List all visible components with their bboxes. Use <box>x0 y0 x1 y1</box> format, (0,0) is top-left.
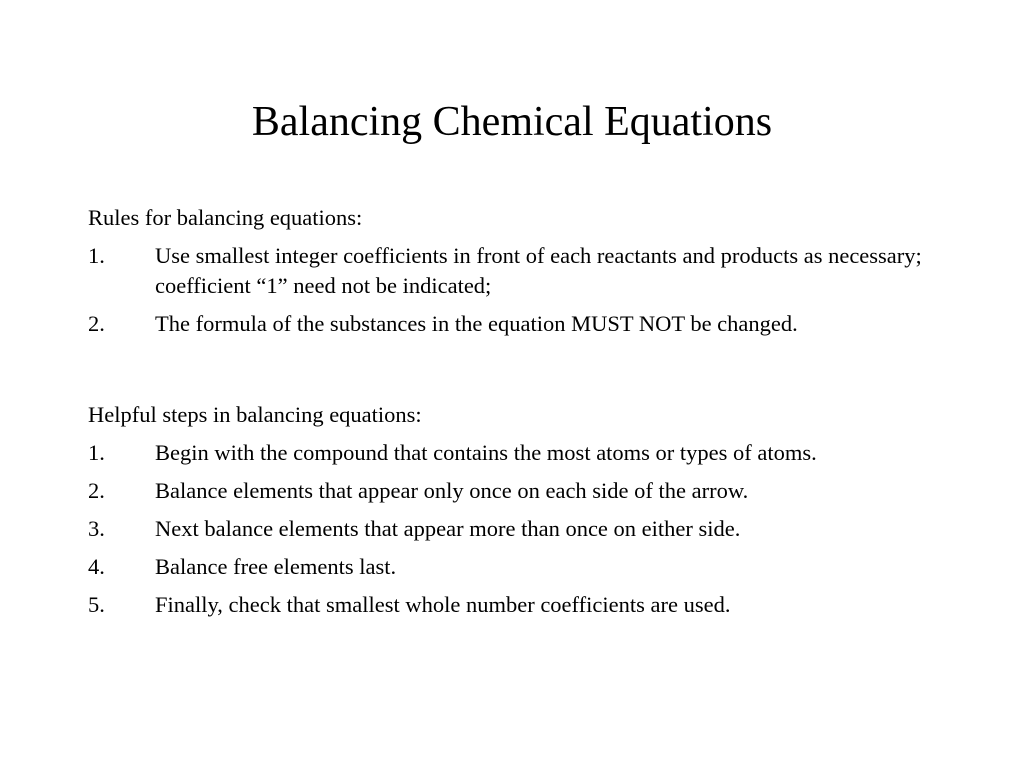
rule-item-2 <box>88 309 928 339</box>
step-number: 4. <box>88 554 105 579</box>
rule-text: The formula of the substances in the equation MUST NOT be changed. <box>155 311 798 336</box>
steps-section <box>88 400 928 628</box>
rule-item-1 <box>88 241 928 301</box>
step-text: Finally, check that smallest whole number coefficients are used. <box>155 592 731 617</box>
step-text: Next balance elements that appear more than once on either side. <box>155 516 741 541</box>
step-item-2 <box>88 476 928 506</box>
step-item-1 <box>88 438 928 468</box>
step-number: 2. <box>88 478 105 503</box>
rule-text: Use smallest integer coefficients in front of each reactants and products as necessary; coefficient “1” need not be indicated; <box>155 243 922 298</box>
step-number: 3. <box>88 516 105 541</box>
rule-number: 2. <box>88 311 105 336</box>
step-number: 5. <box>88 592 105 617</box>
steps-heading: Helpful steps in balancing equations: <box>88 402 422 427</box>
step-text: Begin with the compound that contains the most atoms or types of atoms. <box>155 440 817 465</box>
step-item-3 <box>88 514 928 544</box>
slide-title: Balancing Chemical Equations <box>251 99 773 145</box>
rules-heading: Rules for balancing equations: <box>88 205 363 230</box>
step-text: Balance elements that appear only once on each side of the arrow. <box>155 478 749 503</box>
step-text: Balance free elements last. <box>155 554 397 579</box>
rule-number: 1. <box>88 243 105 268</box>
step-number: 1. <box>88 440 105 465</box>
rules-section <box>88 203 928 347</box>
step-item-5 <box>88 590 928 620</box>
step-item-4 <box>88 552 928 582</box>
